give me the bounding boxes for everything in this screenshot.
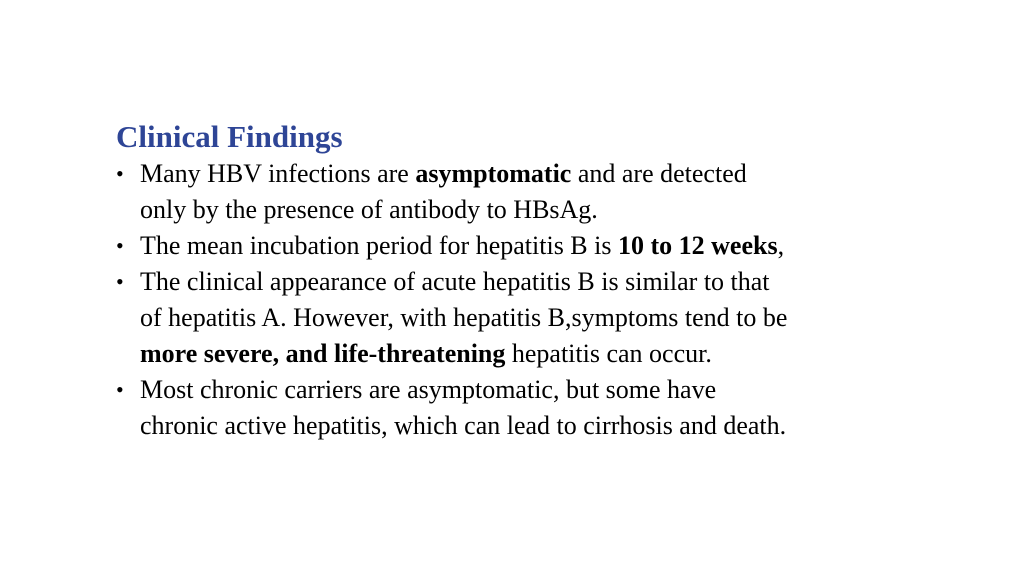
slide-title: Clinical Findings <box>116 119 343 154</box>
text-run: hepatitis can occur. <box>505 339 712 368</box>
bullet-line <box>140 336 906 372</box>
bullet-item <box>116 264 906 372</box>
text-run: of hepatitis A. However, with hepatitis B,symptoms tend to be <box>140 303 788 332</box>
text-run: and are detected <box>571 159 747 188</box>
bullet-line <box>140 156 906 192</box>
bullet-item <box>116 156 906 228</box>
bullet-line <box>140 192 906 228</box>
bullet-line <box>140 264 906 300</box>
text-run: The mean incubation period for hepatitis B is <box>140 231 618 260</box>
bullet-point-icon: • <box>116 161 124 186</box>
bullet-line <box>140 228 906 264</box>
bullet-item <box>116 228 906 264</box>
bullet-point-icon: • <box>116 233 124 258</box>
bold-text-run: asymptomatic <box>415 159 572 188</box>
bullet-list <box>116 156 906 444</box>
text-run: chronic active hepatitis, which can lead to cirrhosis and death. <box>140 411 787 440</box>
bold-text-run: 10 to 12 weeks <box>618 231 778 260</box>
bold-text-run: more severe, and life-threatening <box>140 339 506 368</box>
text-run: , <box>777 231 785 260</box>
text-run: The clinical appearance of acute hepatitis B is similar to that <box>140 267 770 296</box>
bullet-line <box>140 372 906 408</box>
text-run: Most chronic carriers are asymptomatic, but some have <box>140 375 717 404</box>
bullet-point-icon: • <box>116 269 124 294</box>
slide-content <box>116 118 906 444</box>
bullet-point-icon: • <box>116 377 124 402</box>
bullet-item <box>116 372 906 444</box>
text-run: Many HBV infections are <box>140 159 416 188</box>
text-run: only by the presence of antibody to HBsAg. <box>140 195 598 224</box>
bullet-line <box>140 300 906 336</box>
bullet-line <box>140 408 906 444</box>
